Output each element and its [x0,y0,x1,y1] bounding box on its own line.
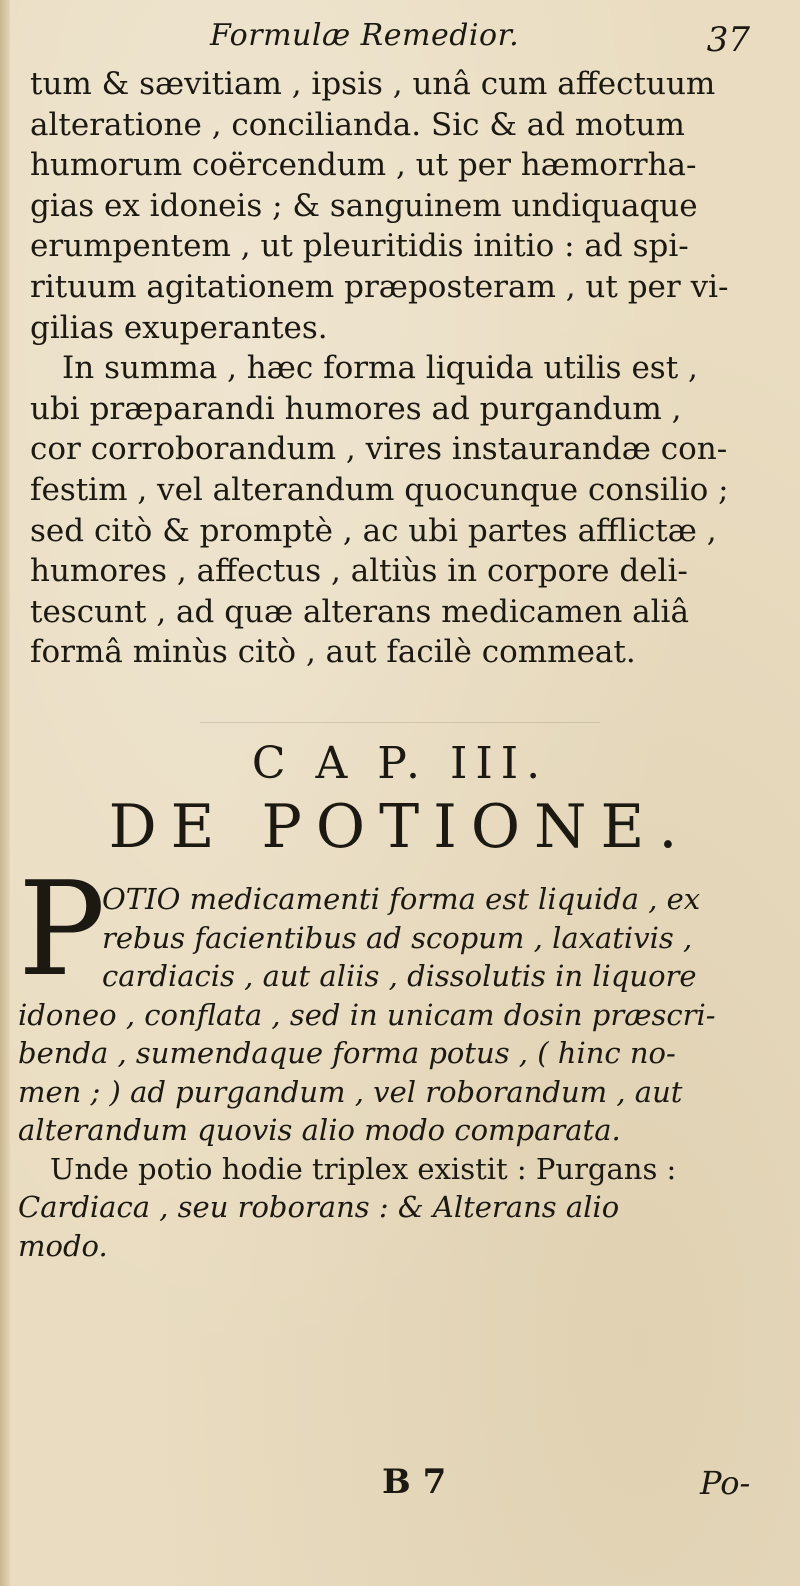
text-line: idoneo , conflata , sed in unicam dosin præscri- [18,997,716,1032]
text-line: rituum agitationem præposteram , ut per vi- [30,268,729,305]
text-line: modo. [18,1228,108,1263]
text-line: sed citò & promptè , ac ubi partes afflictæ , [30,512,717,549]
paragraph-in-summa [30,348,770,673]
section-divider [200,722,600,723]
text-line: erumpentem , ut pleuritidis initio : ad spi- [30,228,689,265]
dropcap-lines [102,880,778,996]
catchword: Po- [700,1464,751,1502]
page-number: 37 [706,20,750,60]
text-line: gias ex idoneis ; & sanguinem undiquaque [30,187,698,224]
signature-mark: B 7 [382,1462,447,1502]
chapter-body [18,853,778,1265]
text-line: cardiacis , aut aliis , dissolutis in liquore [102,959,697,993]
chapter-title: DE POTIONE. [108,792,692,862]
page-header [30,18,770,62]
paragraph-continued [30,64,770,348]
text-line: cor corroborandum , vires instaurandæ con- [30,431,728,468]
text-line: rebus facientibus ad scopum , laxativis , [102,920,693,955]
text-line: formâ minùs citò , aut facilè commeat. [30,634,636,671]
drop-cap: P [18,853,106,1005]
body-text [30,64,770,673]
text-line: ubi præparandi humores ad purgandum , [30,390,682,427]
text-line: In summa , hæc forma liquida utilis est , [62,350,698,387]
text-line: festim , vel alterandum quocunque consilio ; [30,471,729,508]
running-head: Formulæ Remedior. [210,18,520,53]
text-line: men ; ) ad purgandum , vel roborandum , aut [18,1074,683,1109]
text-line: alterandum quovis alio modo comparata. [18,1113,621,1147]
text-line: Unde potio hodie triplex existit : Purgans : [50,1151,677,1186]
text-line: humores , affectus , altiùs in corpore deli- [30,553,688,590]
text-line: OTIO medicamenti forma est liquida , ex [102,882,701,916]
text-line: gilias exuperantes. [30,309,328,346]
text-line: tum & sævitiam , ipsis , unâ cum affectuum [30,66,716,102]
text-line: tescunt , ad quæ alterans medicamen aliâ [30,593,689,630]
text-line: benda , sumendaque forma potus , ( hinc no- [18,1036,676,1070]
page-footer [0,1462,800,1512]
text-line: humorum coërcendum , ut per hæmorrha- [30,147,697,184]
chapter-number: C A P. III. [251,738,549,789]
text-line: Cardiaca , seu roborans : & Alterans alio [18,1190,620,1224]
text-line: alteratione , concilianda. Sic & ad motum [30,106,685,143]
